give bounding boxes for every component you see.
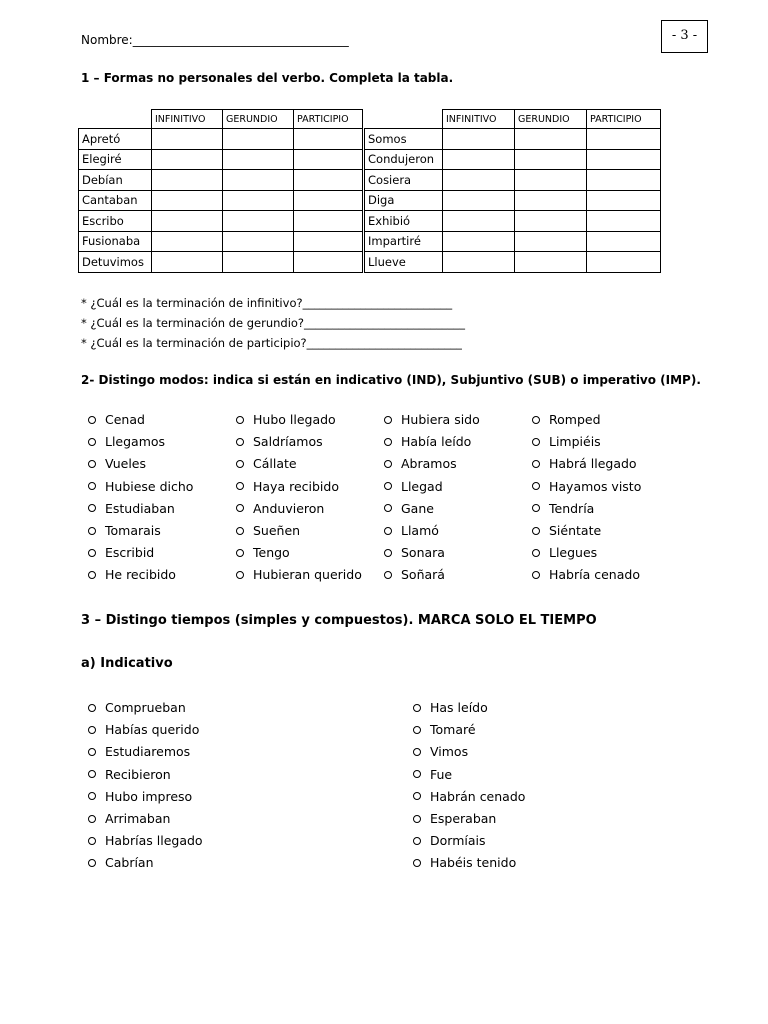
list-item [88,567,176,582]
list-item [88,479,193,494]
verb-table-left [78,109,363,273]
answer-cell[interactable] [152,129,223,150]
table-header-cell: GERUNDIO [515,110,587,129]
list-item-label: Llamó [401,523,439,538]
table-row [79,129,363,150]
circle-bullet-icon[interactable] [88,438,96,446]
circle-bullet-icon[interactable] [88,416,96,424]
list-item-label: Siéntate [549,523,602,538]
circle-bullet-icon[interactable] [384,482,392,490]
answer-cell[interactable] [294,129,363,150]
circle-bullet-icon[interactable] [384,504,392,512]
table-row [365,211,661,232]
circle-bullet-icon[interactable] [88,527,96,535]
list-item-label: Habrán cenado [430,788,526,804]
circle-bullet-icon[interactable] [384,416,392,424]
answer-cell[interactable] [443,211,515,232]
circle-bullet-icon[interactable] [384,438,392,446]
list-item [384,456,457,471]
circle-bullet-icon[interactable] [88,571,96,579]
list-item [532,501,594,516]
list-item [88,456,146,471]
list-item [413,700,488,715]
answer-cell[interactable] [587,252,661,273]
verb-cell: Somos [365,129,443,150]
list-item [532,434,601,449]
list-item-label: Cabrían [105,855,154,871]
answer-cell[interactable] [443,170,515,191]
answer-cell[interactable] [223,252,294,273]
question-infinitive: * ¿Cuál es la terminación de infinitivo?__________________________ [81,296,453,310]
circle-bullet-icon[interactable] [384,460,392,468]
list-item-label: Habrá llegado [549,456,637,472]
table-row [79,231,363,252]
list-item-label: Tomaré [430,722,476,738]
table-header-cell: INFINITIVO [443,110,515,129]
circle-bullet-icon[interactable] [88,815,96,823]
list-item-label: Habrías llegado [105,833,203,849]
list-item [236,412,336,427]
answer-cell[interactable] [223,231,294,252]
answer-cell[interactable] [587,129,661,150]
circle-bullet-icon[interactable] [88,482,96,490]
list-item-label: Sueñen [253,523,301,538]
answer-cell[interactable] [515,252,587,273]
verb-cell: Elegiré [79,149,152,170]
answer-cell[interactable] [294,170,363,191]
table-row [79,211,363,232]
list-item-label: Escribid [105,545,155,561]
answer-cell[interactable] [587,170,661,191]
verb-cell: Cantaban [79,190,152,211]
answer-cell[interactable] [443,231,515,252]
list-item [413,833,486,848]
circle-bullet-icon[interactable] [532,416,540,424]
circle-bullet-icon[interactable] [532,504,540,512]
list-item-label: Arrimaban [105,811,171,826]
answer-cell[interactable] [152,252,223,273]
table-row [365,252,661,273]
question-gerund: * ¿Cuál es la terminación de gerundio?____________________________ [81,316,466,330]
list-item-label: Abramos [401,456,457,472]
list-item-label: Cállate [253,456,297,472]
answer-cell[interactable] [515,170,587,191]
answer-cell[interactable] [443,129,515,150]
circle-bullet-icon[interactable] [88,770,96,778]
list-item [88,811,170,826]
list-item-label: Tendría [549,500,595,516]
list-item [532,545,597,560]
list-item [88,722,199,737]
list-item-label: Hubiera sido [401,412,480,427]
list-item [88,789,192,804]
answer-cell[interactable] [515,211,587,232]
list-item-label: Comprueban [105,700,186,715]
circle-bullet-icon[interactable] [88,792,96,800]
list-item-label: Recibieron [105,766,171,782]
circle-bullet-icon[interactable] [88,549,96,557]
circle-bullet-icon[interactable] [384,549,392,557]
list-item [532,567,640,582]
answer-cell[interactable] [223,190,294,211]
list-item-label: Llegues [549,545,598,561]
list-item [88,855,154,870]
circle-bullet-icon[interactable] [532,438,540,446]
answer-cell[interactable] [515,149,587,170]
verb-cell: Cosiera [365,170,443,191]
circle-bullet-icon[interactable] [236,504,244,512]
circle-bullet-icon[interactable] [413,859,421,867]
circle-bullet-icon[interactable] [236,460,244,468]
answer-cell[interactable] [294,211,363,232]
answer-cell[interactable] [223,149,294,170]
list-item-label: Limpiéis [549,434,601,450]
list-item-label: Fue [430,766,453,782]
answer-cell[interactable] [223,129,294,150]
answer-cell[interactable] [152,231,223,252]
list-item [384,501,434,516]
list-item-label: Saldríamos [253,434,323,450]
table-row [365,149,661,170]
list-item-label: Estudiaban [105,500,175,516]
answer-cell[interactable] [587,190,661,211]
table-header-cell: PARTICIPIO [294,110,363,129]
table-header-cell: PARTICIPIO [587,110,661,129]
circle-bullet-icon[interactable] [413,726,421,734]
list-item [236,479,339,494]
list-item-label: Cenad [105,412,145,427]
circle-bullet-icon[interactable] [413,837,421,845]
circle-bullet-icon[interactable] [88,726,96,734]
circle-bullet-icon[interactable] [88,859,96,867]
answer-cell[interactable] [223,211,294,232]
list-item-label: Habéis tenido [430,855,517,871]
list-item [88,700,186,715]
list-item-label: Soñará [401,567,445,583]
answer-cell[interactable] [587,211,661,232]
verb-cell: Fusionaba [79,231,152,252]
list-item-label: Sonara [401,545,445,561]
list-item-label: Estudiaremos [105,744,191,760]
section-2-title: 2- Distingo modos: indica si están en indicativo (IND), Subjuntivo (SUB) o imperativo (IMP). [81,373,701,387]
verb-cell: Llueve [365,252,443,273]
list-item-label: Hayamos visto [549,478,642,494]
list-item-label: Vimos [430,744,469,760]
circle-bullet-icon[interactable] [532,571,540,579]
list-item-label: Dormíais [430,833,486,849]
list-item [88,833,203,848]
list-item-label: Hubo impreso [105,788,193,804]
answer-cell[interactable] [294,252,363,273]
circle-bullet-icon[interactable] [88,504,96,512]
verb-cell: Exhibió [365,211,443,232]
list-item [384,479,443,494]
list-item [88,744,190,759]
table-header-cell: INFINITIVO [152,110,223,129]
list-item [236,523,300,538]
table-row [365,170,661,191]
list-item-label: Haya recibido [253,478,339,494]
answer-cell[interactable] [294,149,363,170]
list-item-label: Has leído [430,700,488,715]
circle-bullet-icon[interactable] [236,438,244,446]
table-row [365,231,661,252]
answer-cell[interactable] [515,190,587,211]
answer-cell[interactable] [587,231,661,252]
list-item-label: Vueles [105,456,146,472]
list-item-label: Había leído [401,434,472,450]
list-item [88,434,165,449]
list-item [236,434,323,449]
answer-cell[interactable] [443,190,515,211]
circle-bullet-icon[interactable] [384,571,392,579]
list-item-label: Hubo llegado [253,412,336,427]
circle-bullet-icon[interactable] [88,704,96,712]
circle-bullet-icon[interactable] [413,748,421,756]
list-item [88,545,154,560]
list-item [384,545,445,560]
circle-bullet-icon[interactable] [236,549,244,557]
list-item-label: Tengo [253,545,290,561]
circle-bullet-icon[interactable] [413,792,421,800]
list-item-label: Llegad [401,478,443,494]
list-item [88,767,171,782]
list-item [384,523,439,538]
list-item-label: Llegamos [105,434,166,450]
circle-bullet-icon[interactable] [236,527,244,535]
table-header-cell: GERUNDIO [223,110,294,129]
page-number-box: - 3 - [661,20,708,53]
circle-bullet-icon[interactable] [413,704,421,712]
verb-table-right [364,109,661,273]
circle-bullet-icon[interactable] [532,482,540,490]
verb-cell: Impartiré [365,231,443,252]
list-item [236,567,362,582]
list-item [236,545,290,560]
circle-bullet-icon[interactable] [413,815,421,823]
list-item [413,855,516,870]
answer-cell[interactable] [152,170,223,191]
answer-cell[interactable] [443,252,515,273]
answer-cell[interactable] [515,129,587,150]
list-item-label: Habría cenado [549,567,640,583]
list-item [384,567,445,582]
circle-bullet-icon[interactable] [88,748,96,756]
answer-cell[interactable] [152,149,223,170]
list-item-label: Romped [549,412,601,427]
list-item-label: Tomarais [105,523,161,538]
list-item [88,523,161,538]
question-participle: * ¿Cuál es la terminación de participio?___________________________ [81,336,462,350]
list-item-label: Habías querido [105,722,200,738]
section-1-title: 1 – Formas no personales del verbo. Completa la tabla. [81,71,454,85]
list-item [532,479,641,494]
table-row [79,149,363,170]
verb-cell: Condujeron [365,149,443,170]
table-corner-blank [365,110,443,129]
list-item [413,811,496,826]
table-row [79,170,363,191]
list-item-label: Hubiese dicho [105,478,194,494]
circle-bullet-icon[interactable] [413,770,421,778]
list-item-label: Anduvieron [253,500,325,516]
list-item [413,767,452,782]
table-row [79,252,363,273]
list-item [413,744,468,759]
list-item [413,789,525,804]
answer-cell[interactable] [587,149,661,170]
circle-bullet-icon[interactable] [384,527,392,535]
list-item [413,722,476,737]
circle-bullet-icon[interactable] [236,482,244,490]
list-item [236,501,324,516]
list-item [236,456,297,471]
section-3-subtitle: a) Indicativo [81,656,173,671]
list-item [532,456,637,471]
answer-cell[interactable] [294,231,363,252]
table-row [365,129,661,150]
list-item-label: He recibido [105,567,176,583]
circle-bullet-icon[interactable] [532,549,540,557]
answer-cell[interactable] [152,211,223,232]
table-corner-blank [79,110,152,129]
list-item [384,434,471,449]
circle-bullet-icon[interactable] [532,460,540,468]
answer-cell[interactable] [223,170,294,191]
answer-cell[interactable] [294,190,363,211]
section-3-title: 3 – Distingo tiempos (simples y compuestos). MARCA SOLO EL TIEMPO [81,613,597,628]
verb-cell: Apretó [79,129,152,150]
verb-cell: Diga [365,190,443,211]
circle-bullet-icon[interactable] [532,527,540,535]
answer-cell[interactable] [443,149,515,170]
table-row [79,190,363,211]
list-item-label: Hubieran querido [253,567,362,583]
list-item [532,412,601,427]
circle-bullet-icon[interactable] [88,460,96,468]
list-item-label: Gane [401,500,434,516]
list-item [88,412,145,427]
answer-cell[interactable] [152,190,223,211]
table-row [365,190,661,211]
circle-bullet-icon[interactable] [88,837,96,845]
verb-cell: Escribo [79,211,152,232]
circle-bullet-icon[interactable] [236,571,244,579]
list-item [384,412,480,427]
list-item-label: Esperaban [430,811,497,826]
circle-bullet-icon[interactable] [236,416,244,424]
list-item [88,501,175,516]
list-item [532,523,601,538]
name-field-line[interactable]: Nombre:____________________________________ [81,33,349,47]
verb-cell: Debían [79,170,152,191]
answer-cell[interactable] [515,231,587,252]
verb-cell: Detuvimos [79,252,152,273]
